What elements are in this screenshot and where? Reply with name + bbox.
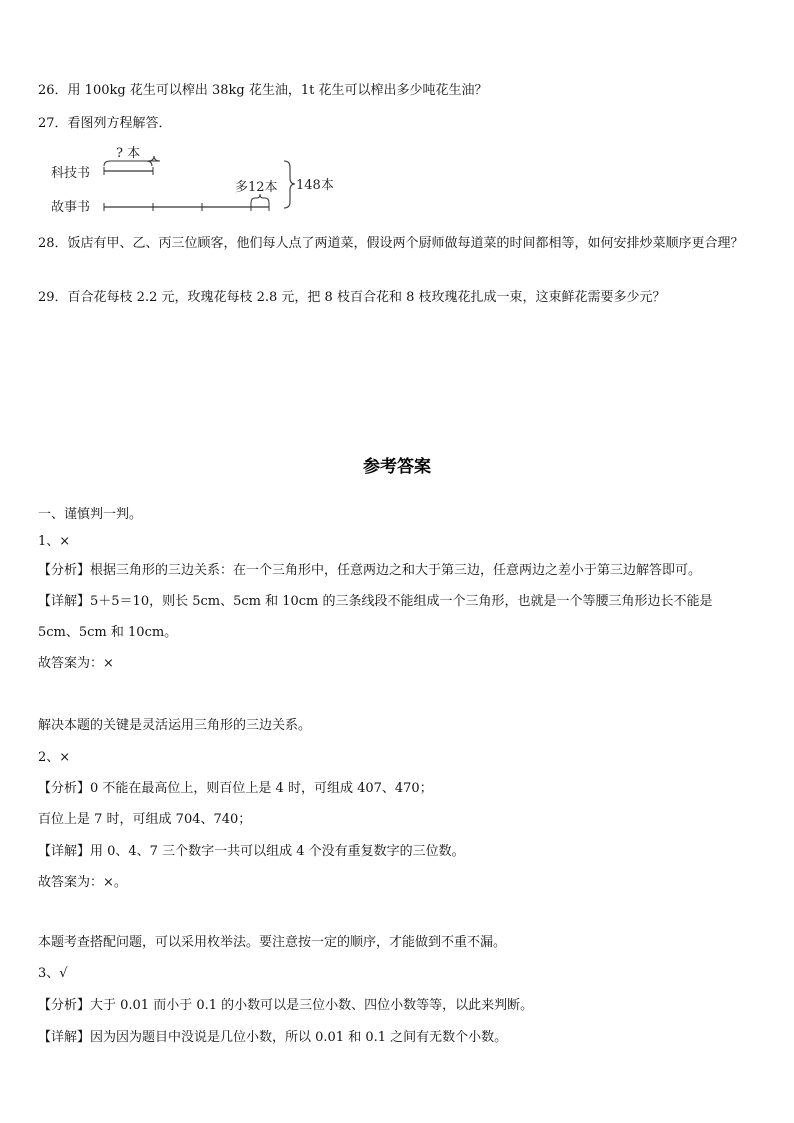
total-brace — [284, 161, 295, 208]
question-29: 29．百合花每枝 2.2 元，玫瑰花每枝 2.8 元，把 8 枝百合花和 8 枝玫瑰花扎成一束，这束鲜花需要多少元？ — [38, 290, 666, 305]
answer-title: 参考答案 — [363, 457, 431, 477]
answer-1-head: 1、× — [38, 534, 71, 549]
diagram-total-label: 148本 — [296, 178, 334, 193]
diagram-unknown-label: ? 本 — [116, 146, 141, 161]
diagram-label-tech: 科技书 — [51, 166, 91, 181]
answer-1-note: 解决本题的关键是灵活运用三角形的三边关系。 — [38, 718, 312, 733]
answer-2-analysis: 【分析】0 不能在最高位上，则百位上是 4 时，可组成 407、470； — [38, 781, 433, 796]
answer-2-analysis-cont: 百位上是 7 时，可组成 704、740； — [38, 812, 252, 827]
diagram-label-story: 故事书 — [51, 200, 91, 215]
answer-1-detail-cont: 5cm、5cm 和 10cm。 — [38, 625, 178, 640]
answer-3-detail: 【详解】因为因为题目中没说是几位小数，所以 0.01 和 0.1 之间有无数个小数。 — [38, 1030, 508, 1045]
answer-1-analysis: 【分析】根据三角形的三边关系：在一个三角形中，任意两边之和大于第三边，任意两边之差小于第三边解答即可。 — [38, 563, 702, 578]
answer-2-detail: 【详解】用 0、4、7 三个数字一共可以组成 4 个没有重复数字的三位数。 — [38, 844, 465, 859]
question-26: 26．用 100kg 花生可以榨出 38kg 花生油，1t 花生可以榨出多少吨花生油？ — [38, 83, 488, 98]
diagram-more-label: 多12本 — [235, 180, 278, 195]
answer-2-result: 故答案为：×。 — [38, 875, 127, 890]
answer-2-head: 2、× — [38, 750, 71, 765]
answer-1-result: 故答案为：× — [38, 656, 114, 671]
more-brace — [251, 194, 269, 203]
line-segment-diagram — [40, 140, 360, 220]
answer-2-note: 本题考查搭配问题，可以采用枚举法。要注意按一定的顺序，才能做到不重不漏。 — [38, 935, 507, 950]
answer-3-analysis: 【分析】大于 0.01 而小于 0.1 的小数可以是三位小数、四位小数等等，以此来判断。 — [38, 998, 534, 1013]
answer-1-detail: 【详解】5＋5＝10，则长 5cm、5cm 和 10cm 的三条线段不能组成一个三角形，也就是一个等腰三角形边长不能是 — [38, 594, 713, 609]
question-27: 27．看图列方程解答． — [38, 116, 172, 131]
question-28: 28．饭店有甲、乙、丙三位顾客，他们每人点了两道菜，假设两个厨师做每道菜的时间都相等，如何安排炒菜顺序更合理？ — [38, 236, 744, 251]
answer-3-head: 3、√ — [38, 966, 68, 981]
section-heading: 一、谨慎判一判。 — [38, 507, 143, 522]
